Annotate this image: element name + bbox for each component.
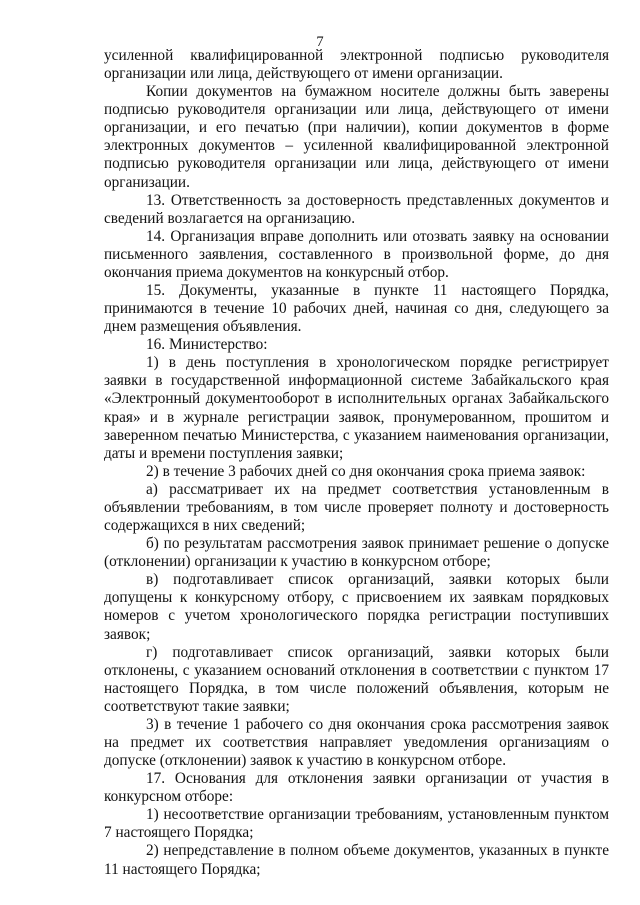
paragraph-16: 16. Министерство: xyxy=(146,336,268,354)
paragraph-16-item-2b: б) по результатам рассмотрения заявок принимает решение о допуске (отклонении) организации к участию в конкурсном отборе; xyxy=(104,535,609,571)
paragraph-continuation: усиленной квалифицированной электронной подписью руководителя организации или лица, действующего от имени организации. xyxy=(104,47,609,83)
paragraph-16-item-3: 3) в течение 1 рабочего со дня окончания срока рассмотрения заявок на предмет их соответствия направляет уведомления организациям о допуске (отклонении) заявок к участию в конкурсном отборе. xyxy=(104,715,609,770)
paragraph-13: 13. Ответственность за достоверность представленных документов и сведений возлагается на организацию. xyxy=(104,191,609,227)
paragraph-document-copies: Копии документов на бумажном носителе должны быть заверены подписью руководителя организации или лица, действующего от имени организации, и его печатью (при наличии), копии документов в форме электронных документов – усиленной квалифицированной электронной подписью руководителя организации или лица, действующего от имени организации. xyxy=(104,83,609,191)
paragraph-16-item-1: 1) в день поступления в хронологическом порядке регистрирует заявки в государственной информационной системе Забайкальского края «Электронный документооборот в исполнительных органах Забайкальского края» и в журнале регистрации заявок, пронумерованном, прошитом и заверенном печатью Министерства, с указанием наименования организации, даты и времени поступления заявки; xyxy=(104,354,609,462)
paragraph-16-item-2: 2) в течение 3 рабочих дней со дня окончания срока приема заявок: xyxy=(146,462,586,480)
paragraph-16-item-2g: г) подготавливает список организаций, заявки которых были отклонены, с указанием оснований отклонения в соответствии с пунктом 17 настоящего Порядка, в том числе положений объявления, которым не соответствуют такие заявки; xyxy=(104,643,609,715)
paragraph-17-item-1: 1) несоответствие организации требованиям, установленным пунктом 7 настоящего Порядка; xyxy=(104,806,609,842)
paragraph-16-item-2v: в) подготавливает список организаций, заявки которых были допущены к конкурсному отбору, с присвоением их заявкам порядковых номеров с учетом хронологического порядка регистрации поступивших заявок; xyxy=(104,571,609,643)
paragraph-17-item-2: 2) непредставление в полном объеме документов, указанных в пункте 11 настоящего Порядка; xyxy=(104,842,609,878)
paragraph-16-item-2a: а) рассматривает их на предмет соответствия установленным в объявлении требованиям, в том числе проверяет полноту и достоверность содержащихся в них сведений; xyxy=(104,480,609,535)
paragraph-15: 15. Документы, указанные в пункте 11 настоящего Порядка, принимаются в течение 10 рабочих дней, начиная со дня, следующего за днем размещения объявления. xyxy=(104,282,609,336)
paragraph-14: 14. Организация вправе дополнить или отозвать заявку на основании письменного заявления, составленного в произвольной форме, до дня окончания приема документов на конкурсный отбор. xyxy=(104,227,609,281)
paragraph-17: 17. Основания для отклонения заявки организации от участия в конкурсном отборе: xyxy=(104,770,609,806)
page-number: 7 xyxy=(316,34,324,50)
document-body xyxy=(104,47,609,879)
